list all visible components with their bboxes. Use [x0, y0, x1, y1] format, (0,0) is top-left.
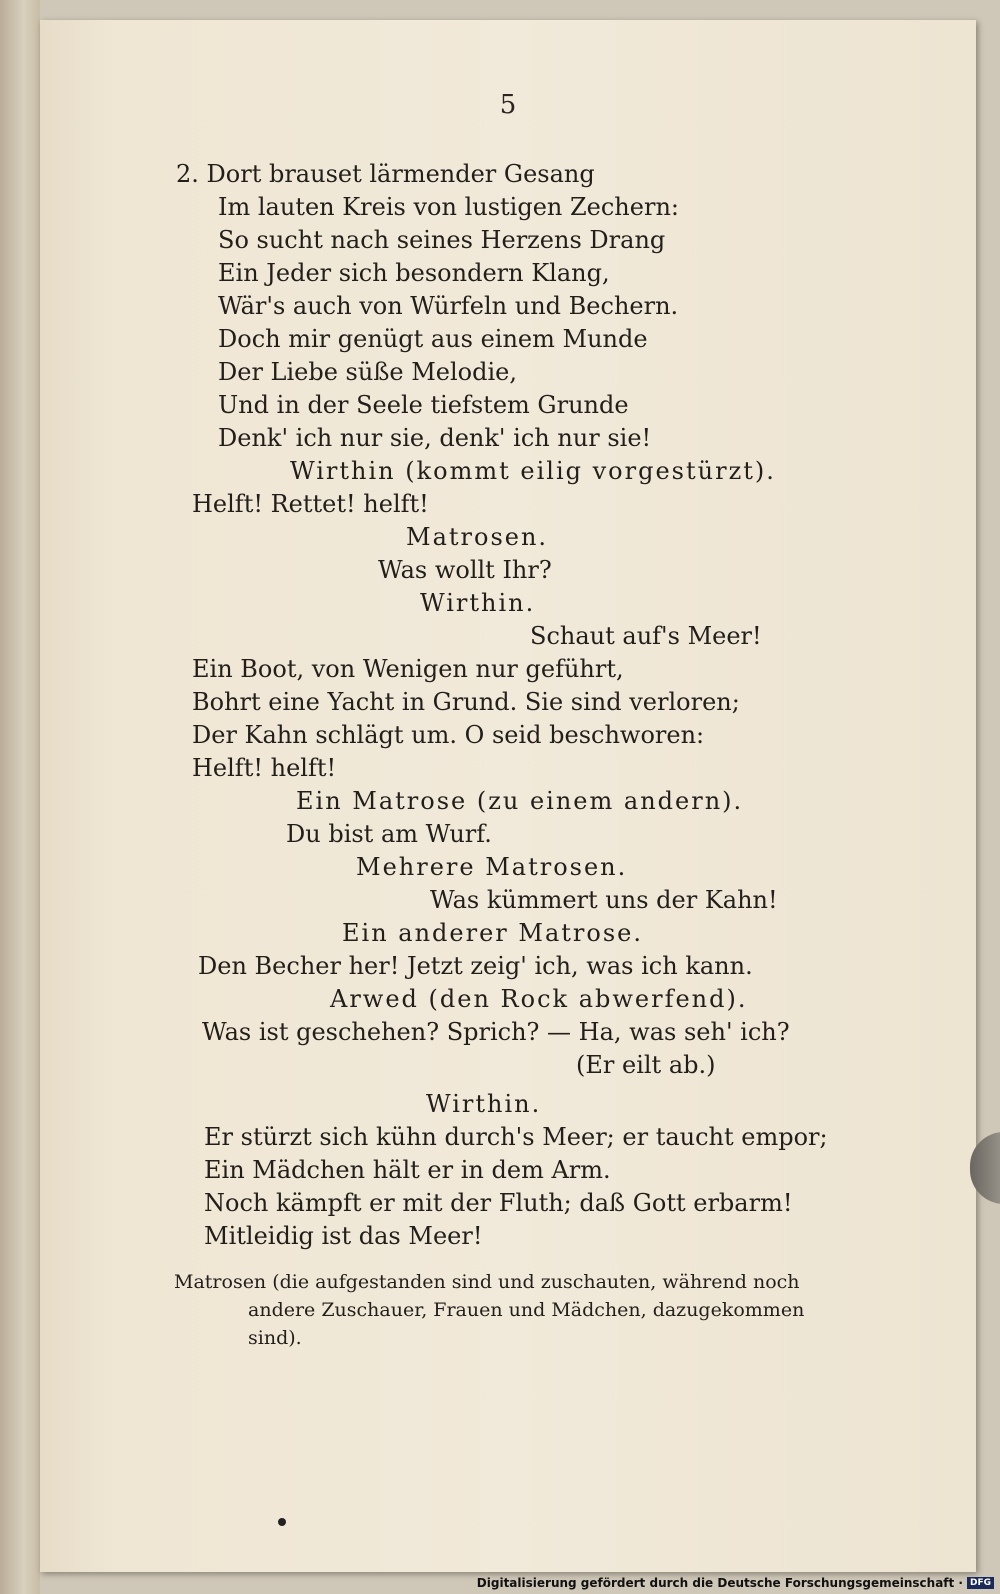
verse-line: Der Liebe süße Melodie, [218, 358, 517, 386]
page-number: 5 [499, 90, 517, 120]
verse-line: Den Becher her! Jetzt zeig' ich, was ich kann. [198, 952, 753, 980]
speaker-line: Ein anderer Matrose. [342, 919, 643, 947]
left-page-edge [0, 0, 40, 1594]
verse-line: Mitleidig ist das Meer! [204, 1222, 483, 1250]
verse-line: Denk' ich nur sie, denk' ich nur sie! [218, 424, 652, 452]
ink-dot [278, 1518, 286, 1526]
verse-line: Ein Jeder sich besondern Klang, [218, 259, 610, 287]
verse-line: Helft! helft! [192, 754, 337, 782]
verse-line: Ein Boot, von Wenigen nur geführt, [192, 655, 624, 683]
speaker-line: Wirthin. [420, 589, 536, 617]
verse-line: Wär's auch von Würfeln und Bechern. [218, 292, 679, 320]
stage-direction: sind). [248, 1327, 302, 1349]
verse-line: Du bist am Wurf. [286, 820, 492, 848]
verse-line: Was kümmert uns der Kahn! [430, 886, 778, 914]
book-page [40, 20, 976, 1572]
verse-line: Helft! Rettet! helft! [192, 490, 429, 518]
verse-line: Und in der Seele tiefstem Grunde [218, 391, 629, 419]
verse-line: So sucht nach seines Herzens Drang [218, 226, 666, 254]
verse-line: Er stürzt sich kühn durch's Meer; er taucht empor; [204, 1123, 828, 1151]
speaker-line: Ein Matrose (zu einem andern). [296, 787, 744, 815]
verse-line: Doch mir genügt aus einem Munde [218, 325, 648, 353]
dfg-logo: DFG [967, 1577, 994, 1589]
stage-direction: (Er eilt ab.) [576, 1051, 716, 1079]
speaker-line: Matrosen (die aufgestanden sind und zuschauten, während noch [174, 1271, 800, 1293]
speaker-line: Wirthin (kommt eilig vorgestürzt). [290, 457, 776, 485]
footer-credit [477, 1576, 994, 1590]
verse-line: Schaut auf's Meer! [530, 622, 762, 650]
footer-text: Digitalisierung gefördert durch die Deutsche Forschungsgemeinschaft · [476, 1576, 963, 1590]
stage-direction: andere Zuschauer, Frauen und Mädchen, dazugekommen [248, 1299, 805, 1321]
verse-line: Was wollt Ihr? [378, 556, 552, 584]
verse-line: Bohrt eine Yacht in Grund. Sie sind verloren; [192, 688, 740, 716]
verse-line: Ein Mädchen hält er in dem Arm. [204, 1156, 611, 1184]
speaker-line: Matrosen. [406, 523, 549, 551]
speaker-line: Mehrere Matrosen. [356, 853, 628, 881]
speaker-line: Arwed (den Rock abwerfend). [330, 985, 748, 1013]
verse-line: Im lauten Kreis von lustigen Zechern: [218, 193, 679, 221]
verse-line: Der Kahn schlägt um. O seid beschworen: [192, 721, 705, 749]
verse-line: 2. Dort brauset lärmender Gesang [176, 160, 595, 188]
speaker-line: Wirthin. [426, 1090, 542, 1118]
verse-line: Noch kämpft er mit der Fluth; daß Gott erbarm! [204, 1189, 793, 1217]
verse-line: Was ist geschehen? Sprich? — Ha, was seh' ich? [202, 1018, 790, 1046]
